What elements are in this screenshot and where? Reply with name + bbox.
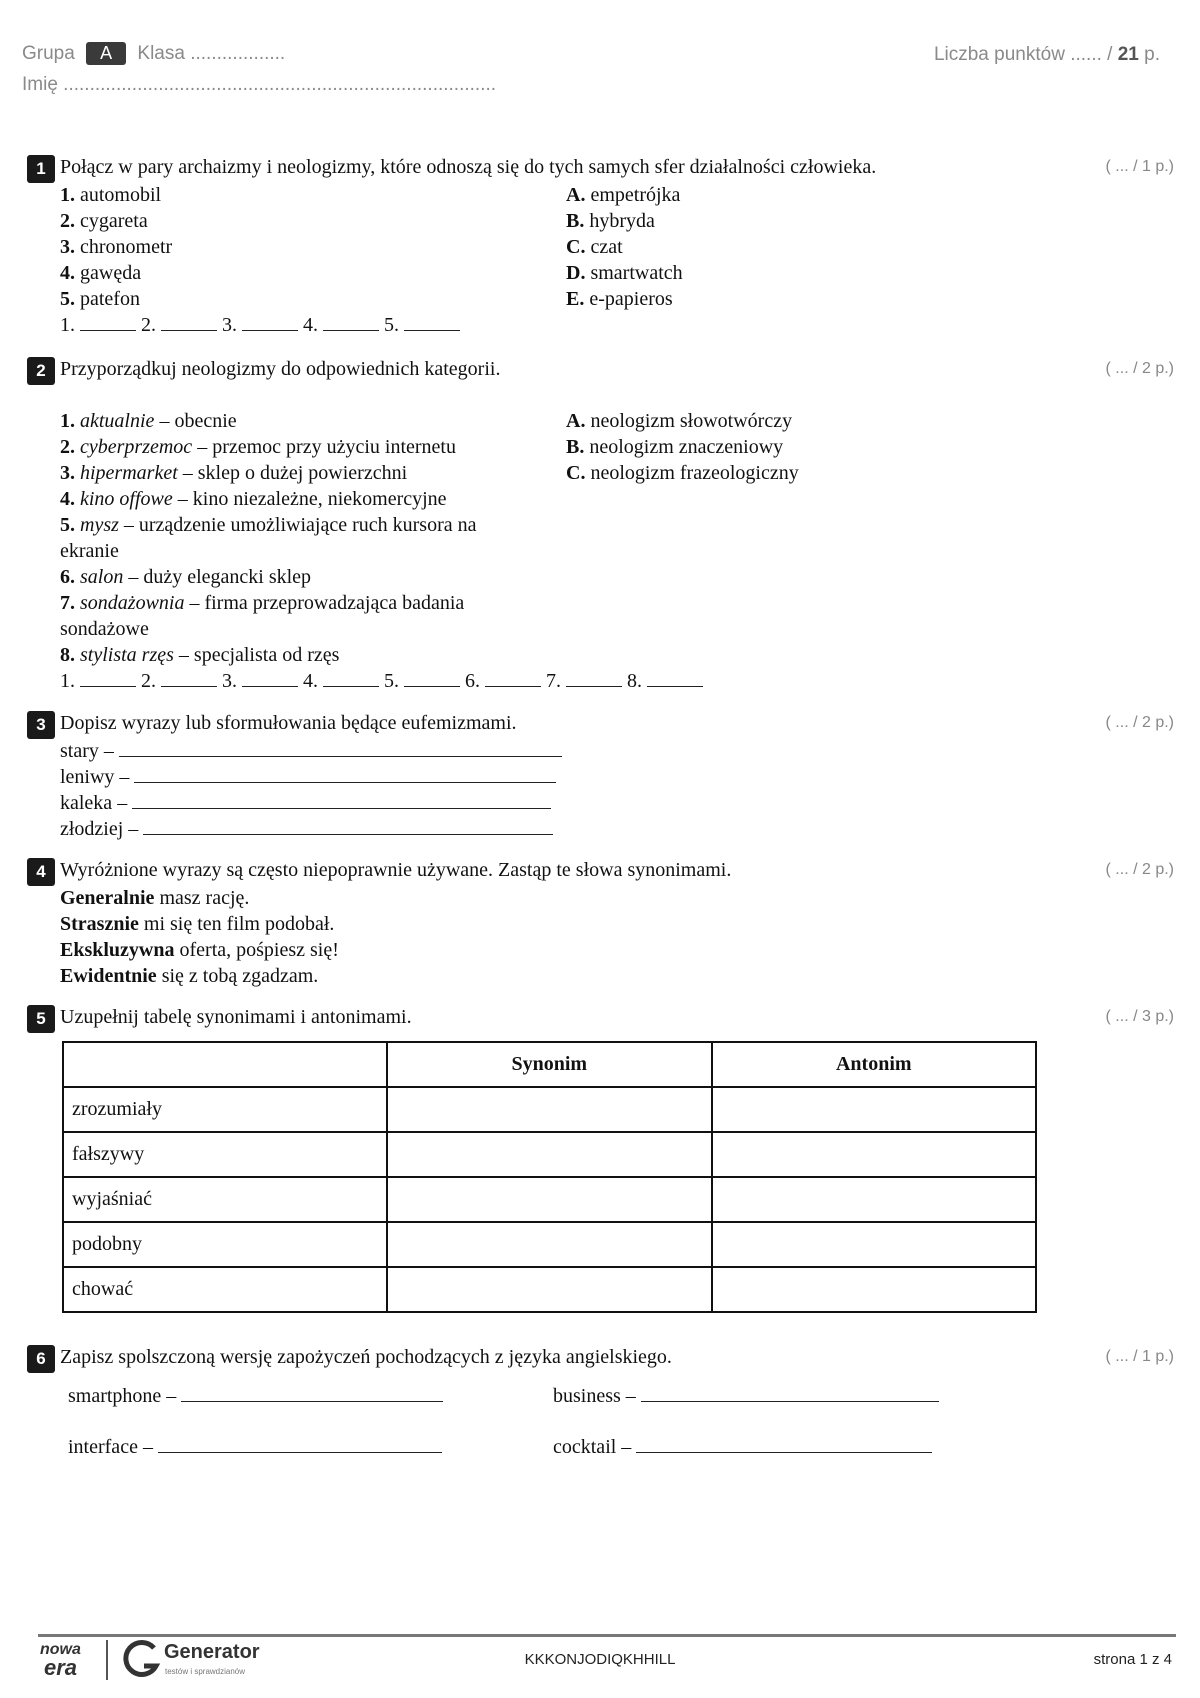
header-group-row (22, 42, 285, 65)
task2-categories (566, 408, 799, 486)
score-label: Liczba punktów ...... / (933, 44, 1113, 65)
table-row (63, 1087, 1036, 1132)
grupa-label: Grupa (22, 43, 75, 64)
list-item: B. neologizm znaczeniowy (566, 436, 784, 458)
synonym-cell[interactable] (387, 1267, 712, 1312)
task6-item: business – (553, 1383, 939, 1409)
page-number: strona 1 z 4 (1093, 1651, 1172, 1668)
answer-line[interactable] (636, 1434, 932, 1453)
list-item-continuation: ekranie (60, 540, 119, 562)
table-row (63, 1222, 1036, 1267)
table-corner-cell (63, 1042, 387, 1087)
logo-era: era (44, 1655, 78, 1680)
task3-points: ( ... / 2 p.) (1105, 714, 1174, 731)
task-number: 4 (27, 858, 55, 886)
answer-blank[interactable] (161, 312, 217, 331)
table-header-row (63, 1042, 1036, 1087)
score-unit: p. (1144, 44, 1160, 65)
list-item: A. neologizm słowotwórczy (566, 410, 793, 432)
list-item: leniwy – (60, 764, 562, 790)
answer-line[interactable] (641, 1383, 939, 1402)
answer-line[interactable] (181, 1383, 443, 1402)
answer-blank[interactable] (566, 668, 622, 687)
antonym-cell[interactable] (712, 1222, 1036, 1267)
list-item: 7. sondażownia – firma przeprowadzająca badania (60, 592, 465, 614)
task1-question: Połącz w pary archaizmy i neologizmy, które odnoszą się do tych samych sfer działalności człowieka. (60, 156, 877, 178)
list-item: 5. patefon (60, 288, 140, 310)
task5-question: Uzupełnij tabelę synonimami i antonimami. (60, 1006, 412, 1028)
synonym-cell[interactable] (387, 1132, 712, 1177)
answer-line[interactable] (158, 1434, 442, 1453)
task1-answer-row: 1. 2. 3. 4. 5. (60, 312, 460, 338)
task1-right-list (566, 182, 683, 312)
task-number: 2 (27, 357, 55, 385)
task4-question: Wyróżnione wyrazy są często niepoprawnie używane. Zastąp te słowa synonimami. (60, 859, 732, 881)
list-item: 2. cyberprzemoc – przemoc przy użyciu internetu (60, 436, 456, 458)
task-number: 1 (27, 155, 55, 183)
logo-nowa: nowa (40, 1641, 81, 1658)
task1-points: ( ... / 1 p.) (1105, 158, 1174, 175)
task4-sentences (60, 885, 339, 989)
generator-logo-text: Generator (164, 1641, 260, 1663)
task4-points: ( ... / 2 p.) (1105, 861, 1174, 878)
task2-question: Przyporządkuj neologizmy do odpowiednich kategorii. (60, 358, 501, 380)
klasa-field: Klasa .................. (137, 43, 286, 64)
list-item: 6. salon – duży elegancki sklep (60, 566, 312, 588)
answer-blank[interactable] (647, 668, 703, 687)
task6-item: cocktail – (553, 1434, 932, 1460)
column-header-antonim: Antonim (712, 1042, 1036, 1087)
list-item: E. e-papieros (566, 288, 673, 310)
answer-line[interactable] (143, 816, 553, 835)
synonym-cell[interactable] (387, 1222, 712, 1267)
imie-field: Imię .................................................................................. (22, 74, 497, 95)
task6-question: Zapisz spolszczoną wersję zapożyczeń pochodzących z języka angielskiego. (60, 1346, 672, 1368)
answer-line[interactable] (132, 790, 551, 809)
list-item: 1. automobil (60, 184, 162, 206)
footer-divider (38, 1634, 1176, 1637)
answer-blank[interactable] (242, 668, 298, 687)
task-number: 6 (27, 1345, 55, 1373)
task6-points: ( ... / 1 p.) (1105, 1348, 1174, 1365)
task-number: 3 (27, 711, 55, 739)
synonym-cell[interactable] (387, 1177, 712, 1222)
task-number: 5 (27, 1005, 55, 1033)
antonym-cell[interactable] (712, 1087, 1036, 1132)
list-item: Ewidentnie się z tobą zgadzam. (60, 965, 319, 987)
list-item: A. empetrójka (566, 184, 681, 206)
answer-blank[interactable] (80, 312, 136, 331)
list-item: Strasznie mi się ten film podobał. (60, 913, 335, 935)
score-total: 21 (1117, 44, 1139, 65)
answer-line[interactable] (134, 764, 556, 783)
task2-answer-row: 1. 2. 3. 4. 5. 6. 7. 8. (60, 668, 703, 694)
list-item: 4. gawęda (60, 262, 142, 284)
antonym-cell[interactable] (712, 1177, 1036, 1222)
table-row (63, 1132, 1036, 1177)
list-item: 5. mysz – urządzenie umożliwiające ruch kursora na (60, 514, 477, 536)
score-summary (934, 44, 1160, 66)
list-item: 4. kino offowe – kino niezależne, niekomercyjne (60, 488, 447, 510)
row-word: wyjaśniać (63, 1177, 387, 1222)
group-badge: A (86, 42, 126, 65)
row-word: chować (63, 1267, 387, 1312)
list-item: kaleka – (60, 790, 562, 816)
list-item: złodziej – (60, 816, 562, 842)
answer-blank[interactable] (323, 312, 379, 331)
list-item: 3. hipermarket – sklep o dużej powierzchni (60, 462, 408, 484)
task1-left-list (60, 182, 460, 338)
row-word: fałszywy (63, 1132, 387, 1177)
list-item: stary – (60, 738, 562, 764)
column-header-synonim: Synonim (387, 1042, 712, 1087)
list-item: Generalnie masz rację. (60, 887, 250, 909)
list-item-continuation: sondażowe (60, 618, 149, 640)
answer-blank[interactable] (323, 668, 379, 687)
list-item: 8. stylista rzęs – specjalista od rzęs (60, 644, 340, 666)
task3-question: Dopisz wyrazy lub sformułowania będące eufemizmami. (60, 712, 517, 734)
antonym-cell[interactable] (712, 1132, 1036, 1177)
answer-blank[interactable] (404, 668, 460, 687)
generator-tagline: testów i sprawdzianów (165, 1667, 246, 1676)
list-item: D. smartwatch (566, 262, 683, 284)
row-word: podobny (63, 1222, 387, 1267)
row-word: zrozumiały (63, 1087, 387, 1132)
answer-blank[interactable] (242, 312, 298, 331)
antonym-cell[interactable] (712, 1267, 1036, 1312)
answer-blank[interactable] (80, 668, 136, 687)
answer-blank[interactable] (161, 668, 217, 687)
list-item: 2. cygareta (60, 210, 148, 232)
answer-blank[interactable] (485, 668, 541, 687)
task3-list (60, 738, 562, 842)
answer-blank[interactable] (404, 312, 460, 331)
task5-points: ( ... / 3 p.) (1105, 1008, 1174, 1025)
table-row (63, 1267, 1036, 1312)
answer-line[interactable] (119, 738, 562, 757)
list-item: C. neologizm frazeologiczny (566, 462, 799, 484)
task2-points: ( ... / 2 p.) (1105, 360, 1174, 377)
synonym-cell[interactable] (387, 1087, 712, 1132)
list-item: 3. chronometr (60, 236, 173, 258)
list-item: C. czat (566, 236, 623, 258)
table-row (63, 1177, 1036, 1222)
document-code: KKKONJODIQKHHILL (524, 1651, 676, 1668)
task6-item: interface – (68, 1434, 442, 1460)
list-item: 1. aktualnie – obecnie (60, 410, 237, 432)
synonym-antonym-table (62, 1041, 1037, 1313)
list-item: Ekskluzywna oferta, pośpiesz się! (60, 939, 339, 961)
list-item: B. hybryda (566, 210, 655, 232)
task6-item: smartphone – (68, 1383, 443, 1409)
